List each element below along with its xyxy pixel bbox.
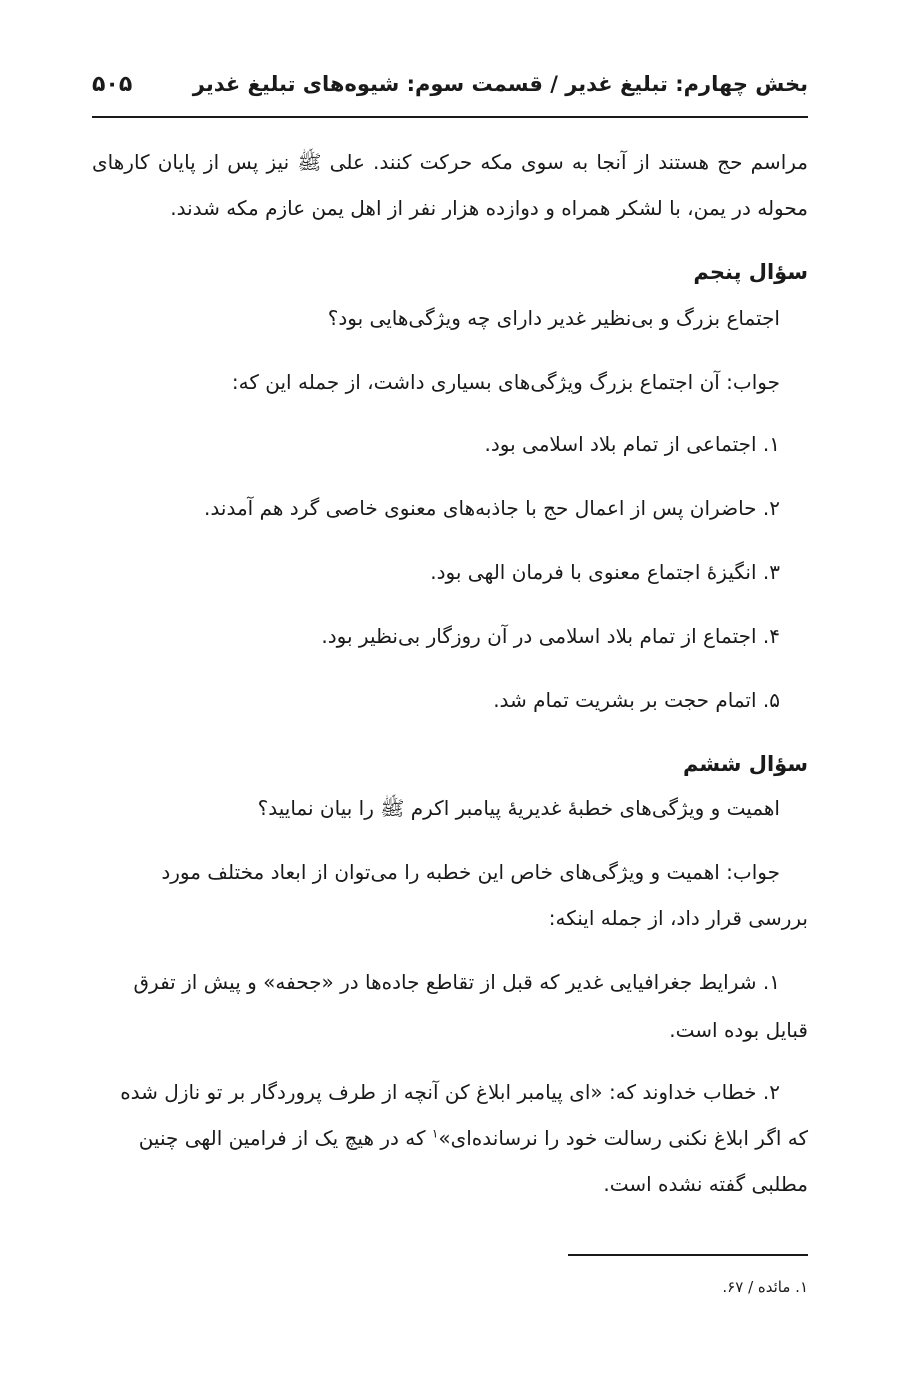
q6-answer-line-2: بررسی قرار داد، از جمله اینکه:: [548, 906, 808, 930]
intro-line-2: محوله در یمن، با لشکر همراه و دوازده هزار نفر از اهل یمن عازم مکه شدند.: [170, 196, 808, 220]
quote-continuation: که در هیچ یک از فرامین الهی چنین: [138, 1126, 432, 1150]
q5-item-5: ۵. اتمام حجت بر بشریت تمام شد.: [493, 688, 780, 712]
q6-question: اهمیت و ویژگی‌های خطبهٔ غدیریهٔ پیامبر اکرم ﷺ را بیان نمایید؟: [257, 796, 780, 820]
q5-item-4: ۴. اجتماع از تمام بلاد اسلامی در آن روزگار بی‌نظیر بود.: [321, 624, 780, 648]
q6-item-2-line-3: مطلبی گفته نشده است.: [603, 1172, 808, 1196]
q5-item-2: ۲. حاضران پس از اعمال حج با جاذبه‌های معنوی خاصی گرد هم آمدند.: [204, 496, 780, 520]
q5-answer: جواب: آن اجتماع بزرگ ویژگی‌های بسیاری داشت، از جمله این که:: [231, 370, 780, 394]
running-header: [92, 72, 808, 106]
q5-item-1: ۱. اجتماعی از تمام بلاد اسلامی بود.: [484, 432, 780, 456]
footnote-rule: [568, 1254, 808, 1256]
q6-item-2-line-2: [139, 1126, 808, 1150]
q5-item-3: ۳. انگیزهٔ اجتماع معنوی با فرمان الهی بود.: [430, 560, 780, 584]
footnote: ۱. مائده / ۶۷.: [722, 1278, 808, 1296]
q6-item-1-line-1: ۱. شرایط جغرافیایی غدیر که قبل از تقاطع جاده‌ها در «جحفه» و پیش از تفرق: [133, 970, 780, 994]
header-rule: [92, 116, 808, 118]
header-title: بخش چهارم: تبلیغ غدیر / قسمت سوم: شیوه‌های تبلیغ غدیر: [192, 72, 808, 96]
q6-heading: سؤال ششم: [682, 752, 808, 776]
page-number: ۵۰۵: [92, 72, 133, 97]
q6-answer-line-1: جواب: اهمیت و ویژگی‌های خاص این خطبه را می‌توان از ابعاد مختلف مورد: [161, 860, 780, 884]
quote-text: که اگر ابلاغ نکنی رسالت خود را نرسانده‌ای»: [438, 1126, 808, 1150]
footnote-ref[interactable]: ۱: [431, 1126, 439, 1141]
q5-heading: سؤال پنجم: [693, 260, 808, 284]
intro-line-1: مراسم حج هستند از آنجا به سوی مکه حرکت کنند. علی ﷺ نیز پس از پایان کارهای: [92, 150, 808, 174]
q6-item-1-line-2: قبایل بوده است.: [669, 1018, 808, 1042]
q6-item-2-line-1: ۲. خطاب خداوند که: «ای پیامبر ابلاغ کن آنچه از طرف پروردگار بر تو نازل شده: [120, 1080, 780, 1104]
q5-question: اجتماع بزرگ و بی‌نظیر غدیر دارای چه ویژگی‌هایی بود؟: [327, 306, 780, 330]
